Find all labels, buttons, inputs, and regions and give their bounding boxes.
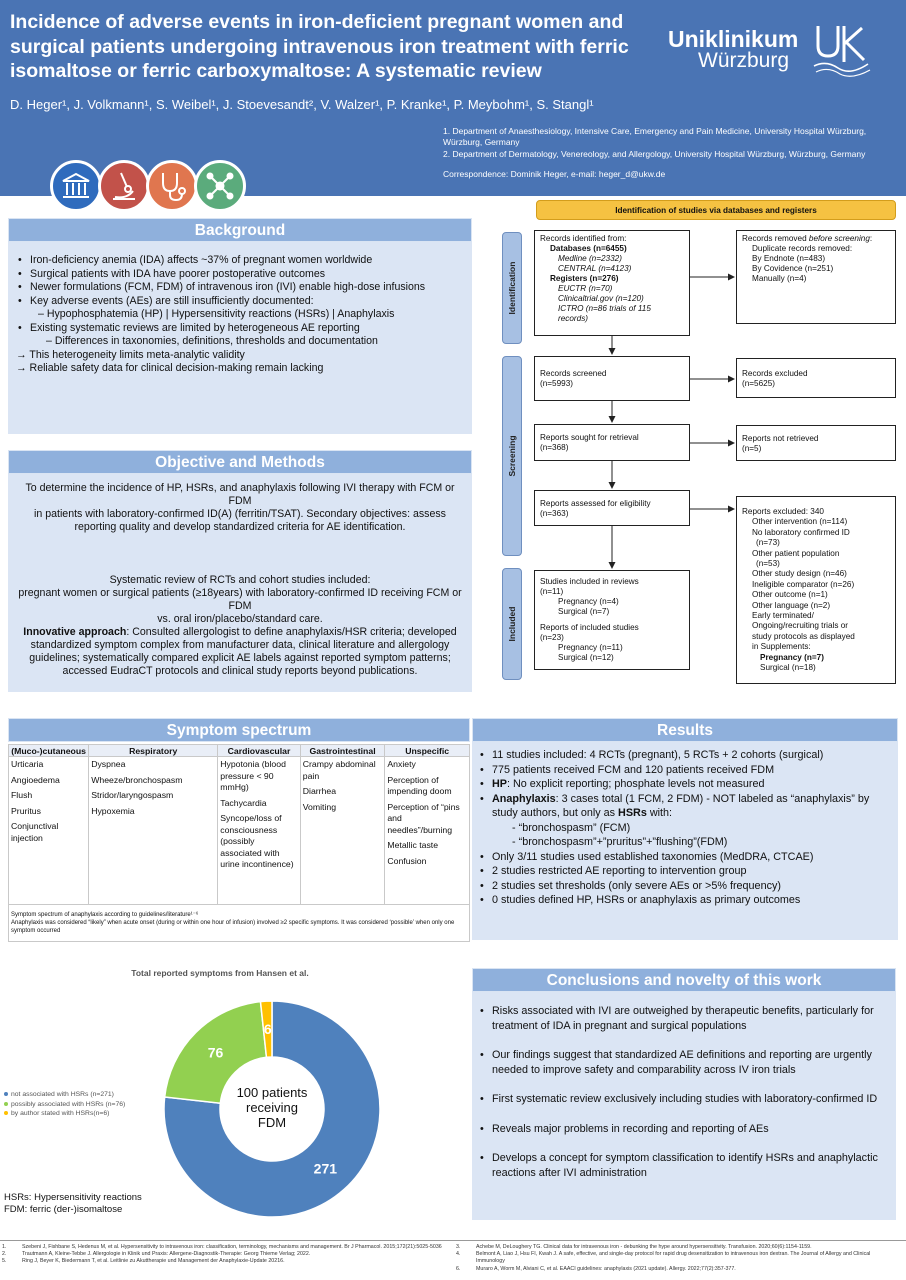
flow-line: Reports excluded: 340 bbox=[742, 507, 824, 516]
flow-line: (n=5625) bbox=[742, 379, 776, 388]
chart-notes bbox=[4, 1192, 142, 1215]
symptom-item: Dyspnea bbox=[91, 759, 126, 769]
symptom-item: Hypoxemia bbox=[91, 805, 135, 816]
flow-line: Records excluded bbox=[742, 369, 808, 378]
reference-item bbox=[2, 1244, 442, 1251]
flow-line: Surgical (n=12) bbox=[558, 653, 614, 662]
innovative-approach bbox=[16, 626, 464, 678]
stethoscope-icon bbox=[146, 160, 198, 212]
objective-section bbox=[8, 450, 472, 692]
bold-label: HP bbox=[492, 778, 507, 790]
list-item: • Newer formulations (FCM, FDM) of intravenous iron (IVI) enable high-dose infusions bbox=[16, 281, 466, 295]
reference-item bbox=[456, 1251, 896, 1265]
results-list-2 bbox=[478, 850, 892, 908]
column-header: (Muco-)cutaneous bbox=[9, 745, 89, 757]
chart-title: Total reported symptoms from Hansen et al. bbox=[131, 968, 309, 978]
flow-text: Records removed bbox=[742, 234, 809, 243]
institution-icon bbox=[50, 160, 102, 212]
list-item: • Key adverse events (AEs) are still insufficiently documented: bbox=[16, 295, 466, 309]
flow-line: Other patient population bbox=[752, 548, 840, 558]
cardiovascular-cell bbox=[218, 757, 301, 905]
flow-line: Reports of included studies bbox=[540, 623, 639, 632]
innovative-label: Innovative approach bbox=[23, 626, 127, 638]
list-item: • 2 studies set thresholds (only severe AEs or >5% frequency) bbox=[478, 879, 892, 894]
records-identified-box bbox=[534, 230, 690, 336]
symptom-item: Metallic taste bbox=[387, 840, 439, 850]
flow-line: Registers (n=276) bbox=[550, 274, 619, 283]
list-text: with: bbox=[646, 807, 673, 819]
flow-line: Other study design (n=46) bbox=[752, 569, 847, 579]
flow-line: Reports not retrieved bbox=[742, 434, 819, 443]
reference-item bbox=[2, 1251, 442, 1258]
reports-sought-box bbox=[534, 424, 690, 461]
list-item: • 0 studies defined HP, HSRs or anaphylaxis as primary outcomes bbox=[478, 893, 892, 908]
list-subitem: – Differences in taxonomies, definitions, thresholds and documentation bbox=[46, 335, 378, 347]
flow-line: Pregnancy (n=4) bbox=[558, 597, 619, 606]
pie-chart-panel bbox=[0, 964, 470, 1218]
flow-line: Other outcome (n=1) bbox=[752, 590, 828, 600]
center-label: FDM bbox=[257, 1115, 287, 1130]
phase-label: Identification bbox=[507, 261, 517, 315]
symptom-item: Perception of “pins and needles”/burning bbox=[387, 801, 460, 835]
reference-num: 2. bbox=[2, 1251, 7, 1258]
reference-text: Szebeni J, Fishbane S, Hedenus M, et al. Hypersensitivity to intravenous iron: classification, terminology, mechanisms and management. Br J Pharmacol. 2015;172(21):5025-5036 bbox=[22, 1244, 442, 1250]
list-item: • Surgical patients with IDA have poorer postoperative outcomes bbox=[16, 268, 466, 282]
logo-line-1: Uniklinikum bbox=[668, 26, 799, 52]
flow-line: Medline (n=2332) bbox=[558, 254, 622, 263]
logo-line-2: Würzburg bbox=[698, 49, 790, 72]
symptom-table bbox=[8, 744, 470, 904]
innovative-text: : Consulted allergologist to define anaphylaxis/HSR criteria; developed standardized symptom complex from manufacturer data, clinical literature and allergology guidelines; systematically compared explicit AE labels against reported symptom patterns; accessed EudraCT protocols and clinical study reports beyond publications. bbox=[29, 626, 457, 677]
microscope-icon bbox=[98, 160, 150, 212]
objective-heading: Objective and Methods bbox=[8, 450, 472, 474]
author-list: D. Heger¹, J. Volkmann¹, S. Weibel¹, J. Stoevesandt², V. Walzer¹, P. Kranke¹, P. Meybohm¹, S. Stangl¹ bbox=[10, 97, 594, 112]
legend-swatch bbox=[4, 1102, 8, 1106]
flow-line: (n=53) bbox=[756, 559, 780, 569]
list-item: • First systematic review exclusively including studies with laboratory-confirmed ID bbox=[478, 1092, 888, 1107]
list-item bbox=[478, 777, 892, 792]
symptom-item: Urticaria bbox=[11, 759, 44, 769]
reference-num: 1. bbox=[2, 1244, 7, 1250]
methods-para: vs. oral iron/placebo/standard care. bbox=[157, 613, 323, 625]
flow-line: ICTRO (n=86 trials of 115 records) bbox=[558, 304, 651, 323]
gastrointestinal-cell bbox=[300, 757, 385, 905]
methods-para: Systematic review of RCTs and cohort studies included: bbox=[109, 574, 371, 586]
flow-line: Databases (n=6455) bbox=[550, 244, 627, 253]
symptom-item: Diarrhea bbox=[302, 786, 337, 796]
objective-para: in patients with laboratory-confirmed ID(A) (ferritin/TSAT). Secondary objectives: assess reporting quality and develop standardized criteria for AE identification. bbox=[34, 508, 446, 533]
reference-text: Ring J, Beyer K, Biedermann T, et al. Leitlinie zu Akuttherapie und Management der Anaphylaxie-Update 20216. bbox=[22, 1258, 285, 1265]
background-list bbox=[16, 254, 466, 308]
background-list-2 bbox=[16, 322, 466, 336]
flow-line: (n=11) bbox=[540, 587, 564, 596]
reports-not-retrieved-box bbox=[736, 425, 896, 461]
phase-label: Screening bbox=[507, 435, 517, 477]
conclusions-heading: Conclusions and novelty of this work bbox=[472, 968, 896, 992]
column-header: Gastrointestinal bbox=[300, 745, 385, 757]
references-left bbox=[2, 1244, 442, 1266]
reports-assessed-box bbox=[534, 490, 690, 526]
results-list bbox=[478, 748, 892, 821]
reference-text: Trautmann A, Kleine-Tebbe J. Allergologie in Klinik und Praxis: Allergene-Diagnostik-Therapie: Georg Thieme Verlag; 2022. bbox=[22, 1251, 311, 1258]
flow-line: No laboratory confirmed ID bbox=[752, 527, 850, 537]
unspecific-cell bbox=[385, 757, 470, 905]
legend-label: possibly associated with HSRs (n=76) bbox=[11, 1100, 126, 1108]
flow-line: Other language (n=2) bbox=[752, 600, 831, 610]
flow-line: Surgical (n=7) bbox=[558, 607, 610, 616]
center-label: receiving bbox=[245, 1100, 299, 1115]
correspondence: Correspondence: Dominik Heger, e-mail: heger_d@ukw.de bbox=[443, 169, 666, 179]
list-item: • 775 patients received FCM and 120 patients received FDM bbox=[478, 763, 892, 778]
flow-line: Records screened bbox=[540, 369, 607, 378]
flow-line: (n=363) bbox=[540, 509, 569, 518]
chart-note: HSRs: Hypersensitivity reactions bbox=[4, 1192, 142, 1203]
list-item: • 11 studies included: 4 RCTs (pregnant), 5 RCTs + 2 cohorts (surgical) bbox=[478, 748, 892, 763]
phase-label: Included bbox=[507, 606, 517, 642]
flow-line: Surgical (n=18) bbox=[760, 663, 816, 673]
legend-item bbox=[4, 1090, 125, 1100]
network-icon bbox=[194, 160, 246, 212]
flow-line: Reports assessed for eligibility bbox=[540, 499, 651, 508]
legend-swatch bbox=[4, 1092, 8, 1096]
flow-line: (n=5) bbox=[742, 444, 762, 453]
objective-para: To determine the incidence of HP, HSRs, and anaphylaxis following IVI therapy with FCM or FDM bbox=[25, 482, 455, 507]
list-item: • Only 3/11 studies used established taxonomies (MedDRA, CTCAE) bbox=[478, 850, 892, 865]
footnote-line: Symptom spectrum of anaphylaxis according to guidelines/literature¹⁻⁶ bbox=[11, 912, 199, 918]
data-label: 271 bbox=[313, 1160, 338, 1177]
symptom-item: Confusion bbox=[387, 855, 427, 866]
footnote-line: Anaphylaxis was considered “likely” when acute onset (during or within one hour of infusion) involved ≥2 specific symptoms. It was considered ‘possible’ when only one symptom occurred bbox=[11, 920, 455, 934]
records-screened-box bbox=[534, 356, 690, 401]
flow-line: (n=73) bbox=[756, 538, 780, 548]
flow-line: Records identified from: bbox=[540, 234, 627, 243]
flow-line: Early terminated/ bbox=[752, 611, 814, 621]
legend-label: not associated with HSRs (n=271) bbox=[11, 1091, 114, 1098]
flow-text: before screening bbox=[808, 234, 870, 243]
flow-line: Manually (n=4) bbox=[752, 274, 807, 283]
arrow-item: → This heterogeneity limits meta-analytic validity bbox=[16, 348, 245, 361]
list-item bbox=[478, 792, 892, 821]
list-item: • Risks associated with IVI are outweighed by therapeutic benefits, particularly for treatment of IDA in pregnant and surgical populations bbox=[478, 1004, 888, 1033]
flow-line: Other intervention (n=114) bbox=[752, 517, 848, 527]
symptom-item: Wheeze/bronchospasm bbox=[91, 774, 183, 785]
phase-included bbox=[502, 568, 522, 680]
symptom-footnote bbox=[8, 904, 470, 942]
symptom-section bbox=[8, 718, 470, 942]
background-heading: Background bbox=[8, 218, 472, 242]
table-row bbox=[9, 757, 470, 905]
university-logo-text bbox=[668, 28, 798, 72]
flow-line: CENTRAL (n=4123) bbox=[558, 264, 632, 273]
column-header: Cardiovascular bbox=[218, 745, 301, 757]
flow-line: (n=23) bbox=[540, 633, 564, 642]
flow-line: Reports sought for retrieval bbox=[540, 433, 639, 442]
university-logo-icon bbox=[812, 22, 872, 78]
symptom-item: Crampy abdominal pain bbox=[302, 759, 376, 781]
affiliation-2: 2. Department of Dermatology, Venereology, and Allergology, University Hospital Würzburg, Würzburg, Germany bbox=[443, 149, 866, 159]
conclusions-section bbox=[472, 968, 896, 1220]
legend-item bbox=[4, 1100, 125, 1110]
arrow-item: → Reliable safety data for clinical decision-making remain lacking bbox=[16, 362, 324, 374]
chart-legend bbox=[4, 1090, 125, 1119]
references-right bbox=[456, 1244, 896, 1273]
affiliations bbox=[443, 126, 903, 161]
background-section bbox=[8, 218, 472, 434]
list-item: • Iron-deficiency anemia (IDA) affects ~37% of pregnant women worldwide bbox=[16, 254, 466, 268]
legend-item bbox=[4, 1109, 125, 1119]
symptom-item: Flush bbox=[11, 790, 33, 800]
flow-line: EUCTR (n=70) bbox=[558, 284, 613, 293]
phase-identification bbox=[502, 232, 522, 344]
reference-item bbox=[456, 1244, 896, 1251]
list-subitem: - “bronchospasm” (FCM) bbox=[512, 821, 631, 834]
list-item: • Develops a concept for symptom classification to identify HSRs and anaphylactic reactions after IVI administration bbox=[478, 1151, 888, 1180]
phase-screening bbox=[502, 356, 522, 556]
legend-label: by author stated with HSRs(n=6) bbox=[11, 1110, 110, 1117]
reference-num: 3. bbox=[456, 1244, 461, 1250]
cutaneous-cell bbox=[9, 757, 89, 905]
list-subitem: – Hypophosphatemia (HP) | Hypersensitivity reactions (HSRs) | Anaphylaxis bbox=[38, 308, 395, 320]
table-header-row bbox=[9, 745, 470, 757]
list-item: • Existing systematic reviews are limited by heterogeneous AE reporting bbox=[16, 322, 466, 336]
legend-swatch bbox=[4, 1111, 8, 1115]
list-text: : No explicit reporting; phosphate levels not measured bbox=[507, 778, 765, 790]
flow-line bbox=[742, 234, 890, 244]
results-section bbox=[472, 718, 898, 940]
reference-num: 6. bbox=[456, 1265, 461, 1272]
column-header: Unspecific bbox=[385, 745, 470, 757]
reference-text: Achebe M, DeLoughery TG. Clinical data for intravenous iron - debunking the hype around hypersensitivity. Transfusion. 2020;60(6):1154-1159. bbox=[476, 1244, 812, 1250]
symptom-item: Angioedema bbox=[11, 774, 60, 785]
results-heading: Results bbox=[472, 718, 898, 742]
conclusions-body bbox=[472, 992, 896, 1220]
reference-item bbox=[2, 1258, 442, 1265]
flow-text: : bbox=[869, 234, 873, 243]
flow-line: Clinicaltrial.gov (n=120) bbox=[558, 294, 644, 303]
symptom-item: Syncope/loss of consciousness (possibly associated with urine incontinence) bbox=[220, 813, 294, 869]
affiliation-1: 1. Department of Anaesthesiology, Intensive Care, Emergency and Pain Medicine, University Hospital Würzburg, Würzburg, Germany bbox=[443, 126, 867, 147]
reference-text: Belmont A, Liao J, Hsu FI, Kwah J. A safe, effective, and single-day protocol for rapid drug desensitization to intravenous iron dextran. The Journal of Allergy and Clinical Immunology bbox=[476, 1251, 871, 1265]
symptom-item: Vomiting bbox=[302, 801, 337, 812]
methods-para: pregnant women or surgical patients (≥18years) with laboratory-confirmed ID receiving FCM or FDM bbox=[18, 587, 462, 612]
list-text: : 3 cases total (1 FCM, 2 FDM) - NOT labeled as “anaphylaxis” by study authors, but only as bbox=[492, 792, 870, 819]
symptom-item: Stridor/laryngospasm bbox=[91, 790, 174, 800]
records-excluded-box bbox=[736, 358, 896, 398]
list-subitem: - “bronchospasm”+”pruritus”+”flushing”(FDM) bbox=[512, 836, 728, 848]
symptom-item: Tachycardia bbox=[220, 797, 267, 808]
flow-line: (n=5993) bbox=[540, 379, 574, 388]
symptom-item: Pruritus bbox=[11, 805, 41, 816]
flow-header: Identification of studies via databases and registers bbox=[536, 200, 896, 220]
flow-line: Studies included in reviews bbox=[540, 577, 639, 586]
list-item: • Reveals major problems in recording and reporting of AEs bbox=[478, 1122, 888, 1137]
center-label: 100 patients bbox=[236, 1085, 308, 1100]
flow-line: Pregnancy (n=11) bbox=[558, 643, 623, 652]
reference-text: Muraro A, Worm M, Alviani C, et al. EAACI guidelines: anaphylaxis (2021 update). Allergy. 2022;77(2):357-377. bbox=[476, 1265, 736, 1272]
flow-line: Ongoing/recruiting trials or bbox=[752, 621, 849, 631]
references bbox=[0, 1240, 906, 1280]
flow-line: By Covidence (n=251) bbox=[752, 264, 834, 273]
results-body bbox=[472, 742, 898, 940]
flow-line: (n=368) bbox=[540, 443, 569, 452]
flow-line: Duplicate records removed: bbox=[752, 244, 853, 253]
records-removed-box bbox=[736, 230, 896, 324]
bold-label: Anaphylaxis bbox=[492, 792, 556, 805]
flow-line: Pregnancy (n=7) bbox=[760, 652, 824, 662]
symptom-item: Hypotonia (blood pressure < 90 mmHg) bbox=[220, 759, 286, 792]
symptom-heading: Symptom spectrum bbox=[8, 718, 470, 742]
flow-line: Ineligible comparator (n=26) bbox=[752, 579, 855, 589]
flow-line: in Supplements: bbox=[752, 642, 811, 652]
background-body bbox=[8, 242, 472, 434]
symptom-item: Conjunctival injection bbox=[11, 821, 59, 843]
conclusions-list bbox=[478, 1004, 888, 1180]
reference-num: 5. bbox=[2, 1258, 7, 1265]
bold-label: HSRs bbox=[618, 807, 647, 819]
data-label: 76 bbox=[207, 1044, 224, 1061]
studies-included-box bbox=[534, 570, 690, 670]
column-header: Respiratory bbox=[89, 745, 218, 757]
symptom-item: Anxiety bbox=[387, 759, 416, 769]
flow-line: study protocols as displayed bbox=[752, 631, 855, 641]
data-label: 6 bbox=[263, 1021, 272, 1038]
chart-note: FDM: ferric (der-)isomaltose bbox=[4, 1203, 123, 1215]
respiratory-cell bbox=[89, 757, 218, 905]
flow-line: By Endnote (n=483) bbox=[752, 254, 826, 263]
poster-title: Incidence of adverse events in iron-deficient pregnant women and surgical patients undergoing intravenous iron treatment with ferric isomaltose or ferric carboxymaltose: A systematic review bbox=[10, 11, 629, 82]
reports-excluded-box bbox=[736, 496, 896, 684]
list-item: • 2 studies restricted AE reporting to intervention group bbox=[478, 864, 892, 879]
objective-body bbox=[8, 474, 472, 692]
symptom-item: Perception of impending doom bbox=[387, 774, 452, 796]
reference-item bbox=[456, 1266, 896, 1273]
reference-num: 4. bbox=[456, 1251, 461, 1258]
prisma-flowchart bbox=[496, 196, 906, 700]
list-item: • Our findings suggest that standardized AE definitions and reporting are urgently needed to improve safety and comparability across IV iron trials bbox=[478, 1048, 888, 1077]
